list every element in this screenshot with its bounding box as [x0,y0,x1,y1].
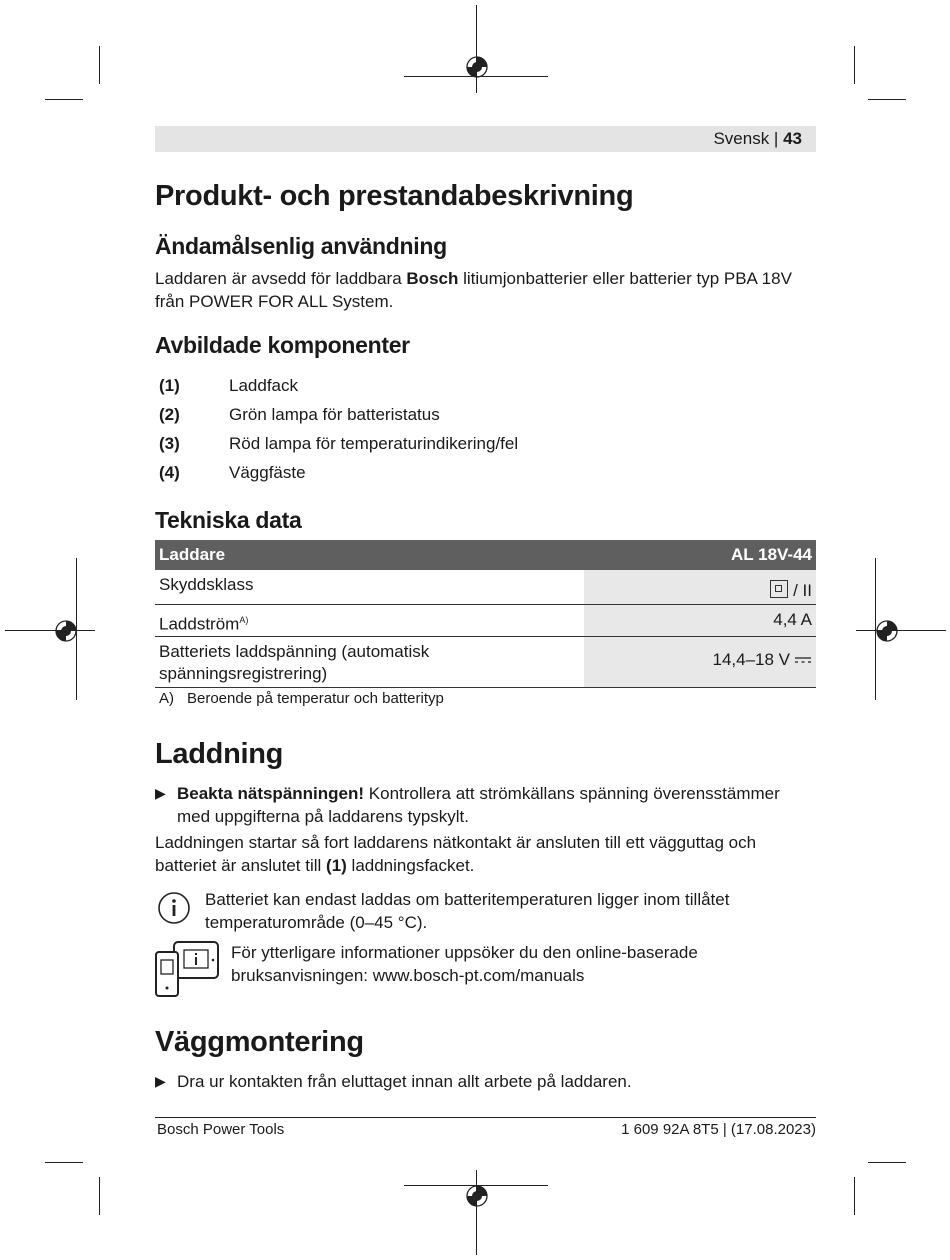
header-language: Svensk [713,129,770,148]
footer-doc-id: 1 609 92A 8T5 | (17.08.2023) [621,1121,816,1138]
heading-tech-data: Tekniska data [155,507,302,533]
header-label [713,129,802,149]
charging-paragraph: Laddningen startar så fort laddarens nätkontakt är ansluten till ett vägguttag och batteriet är anslutet till (1) laddningsfacket. [155,833,757,875]
table-header-label: Laddare [159,545,226,564]
section-title-product: Produkt- och prestandabeskrivning [155,180,634,212]
list-item: (3) Röd lampa för temperaturindikering/fel [159,434,519,453]
wall-mount-warning: ▶ Dra ur kontakten från eluttaget innan allt arbete på laddaren. [155,1072,632,1091]
registration-mark-left [51,616,81,646]
heading-intended-use: Ändamålsenlig användning [155,233,447,259]
tech-data-table [155,540,816,688]
bullet-arrow-icon: ▶ [155,785,166,801]
charging-warning: ▶ Beakta nätspänningen! Kontrollera att strömkällans spänning överensstämmer med uppgifterna på laddarens typskylt. [155,784,780,826]
table-header-model: AL 18V-44 [731,545,812,564]
info-icon [157,891,191,925]
manual-device-icon [154,940,220,998]
header-separator: | [769,129,784,148]
section-title-wall-mount: Väggmontering [155,1026,364,1058]
dc-symbol-icon [794,655,812,665]
registration-mark-bottom [462,1181,492,1211]
manual-note: För ytterligare informationer uppsöker du den online-baserade bruksanvisningen: www.bosch-pt.com/manuals [231,943,698,985]
info-note: Batteriet kan endast laddas om batteritemperaturen ligger inom tillåtet temperaturområde (0–45 °C). [205,890,730,932]
page-number: 43 [783,129,802,148]
table-row: Skyddsklass / II [155,570,816,605]
table-footnote: A) Beroende på temperatur och batterityp [159,690,444,707]
registration-mark-top [462,52,492,82]
table-row: Laddström$^{A)}$ 4,4 A [155,605,816,637]
registration-mark-right [872,616,902,646]
heading-components: Avbildade komponenter [155,332,410,358]
list-item: (1) Laddfack [159,376,298,395]
list-item: (2) Grön lampa för batteristatus [159,405,440,424]
protection-class-icon [770,580,788,598]
list-item: (4) Väggfäste [159,463,306,482]
footer-divider [155,1117,816,1118]
section-title-charging: Laddning [155,738,284,770]
intended-use-text: Laddaren är avsedd för laddbara Bosch litiumjonbatterier eller batterier typ PBA 18V från POWER FOR ALL System. [155,269,792,311]
table-row: Batteriets laddspänning (automatisk spänningsregistrering) 14,4–18 V [155,637,816,688]
brand-name: Bosch [406,269,459,288]
bullet-arrow-icon: ▶ [155,1073,166,1089]
footer-company: Bosch Power Tools [157,1121,285,1138]
table-header-row [155,540,816,570]
page-header [155,126,816,152]
